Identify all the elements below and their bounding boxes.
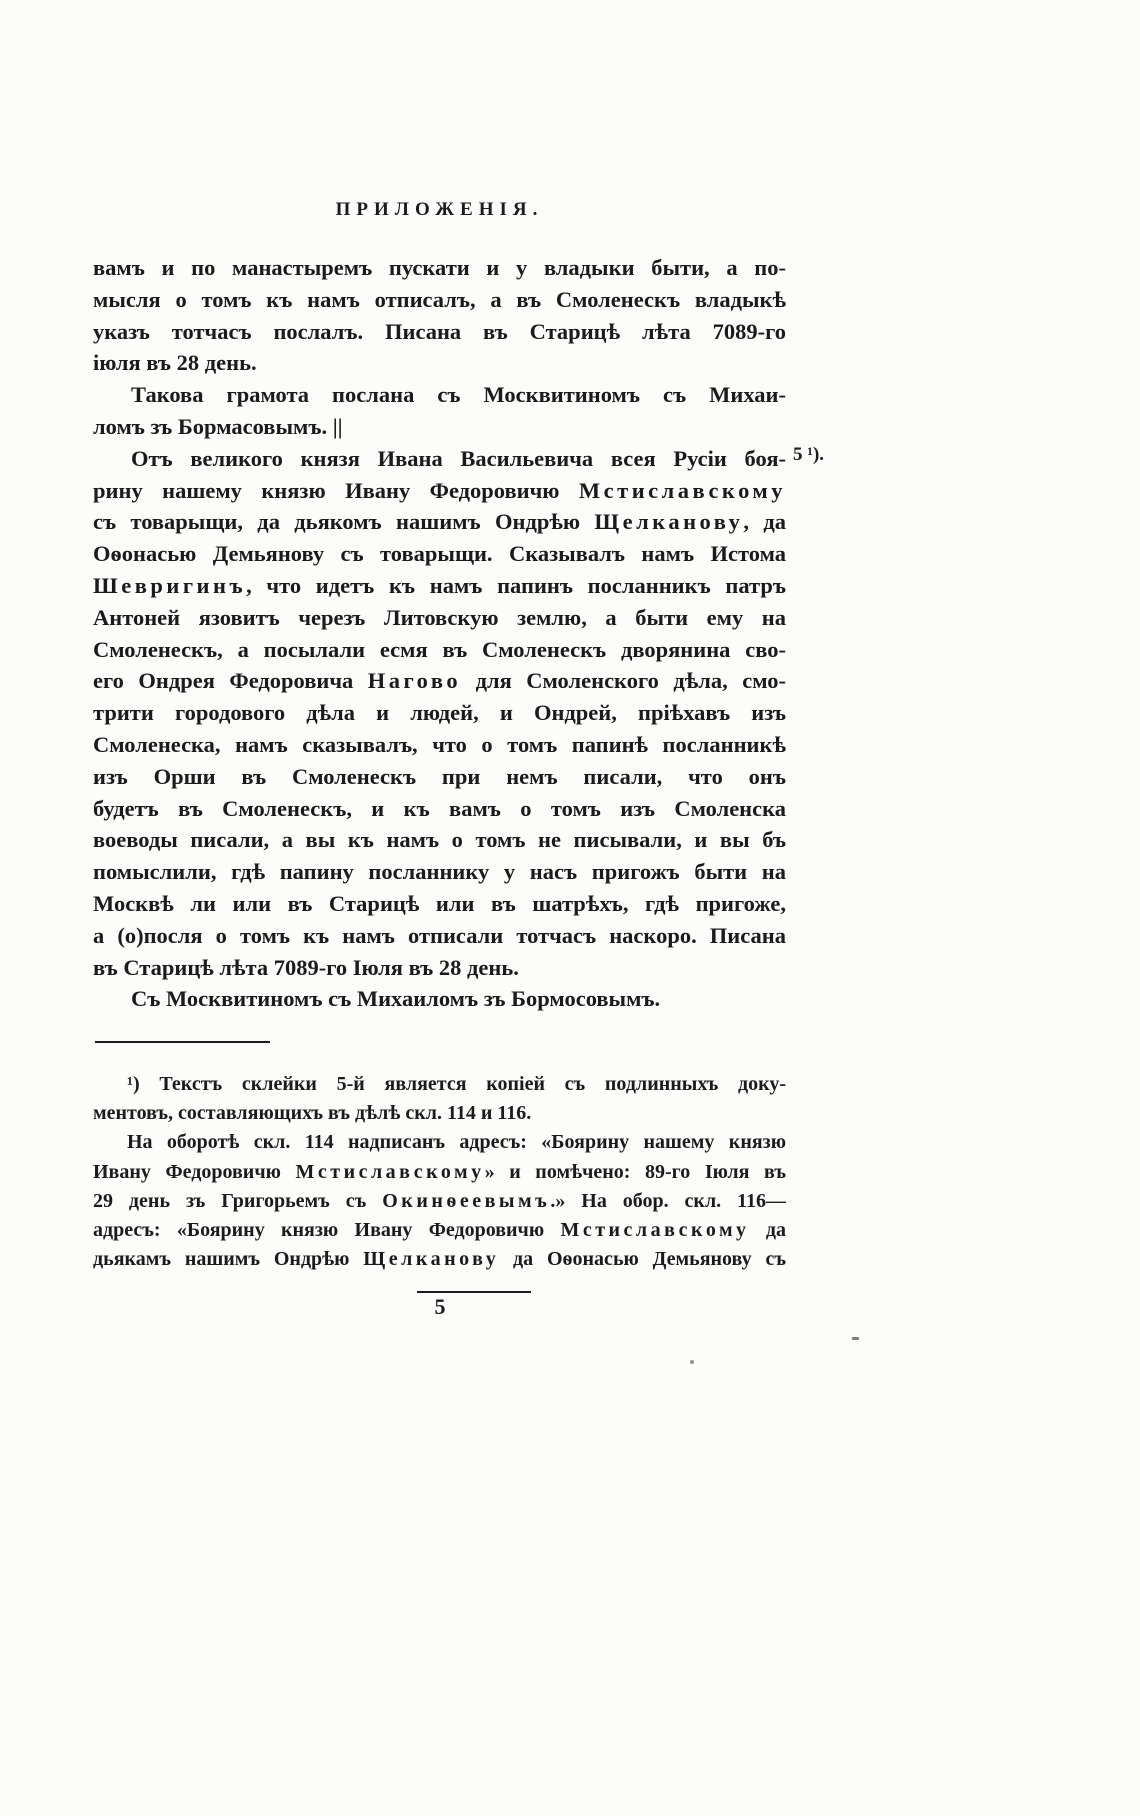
margin-note: 5 ¹). [793, 444, 825, 465]
spaced-name-segment: Щелканову [363, 1248, 500, 1271]
text-line: Оѳонасью Демьянову съ товарыщи. Сказывалъ намъ Истома [93, 541, 786, 567]
spaced-name-segment: Окинѳеевымъ [382, 1189, 551, 1212]
text-line: ¹) Текстъ склейки 5-й является копіей съ подлинныхъ доку- [127, 1073, 786, 1095]
text-line: будетъ въ Смоленескъ, и къ вамъ о томъ изъ Смоленска [93, 795, 786, 821]
text-line: Отъ великого князя Ивана Васильевича всея Русіи боя- [131, 445, 786, 471]
text-line: На оборотѣ скл. 114 надписанъ адресъ: «Боярину нашему князю [127, 1131, 786, 1154]
text-line: указъ тотчасъ послалъ. Писана въ Старицѣ лѣта 7089-го [93, 318, 786, 344]
text-segment: адресъ: «Боярину князю Ивану Федоровичю [93, 1218, 561, 1241]
text-line: Такова грамота послана съ Москвитиномъ съ Михаи- [131, 382, 786, 408]
text-line [93, 665, 786, 697]
text-segment: съ товарыщи, да дьякомъ нашимъ Ондрѣю [93, 509, 595, 535]
text-line: іюля въ 28 день. [93, 350, 257, 376]
text-line: мысля о томъ къ намъ отписалъ, а въ Смоленескъ владыкѣ [93, 286, 786, 312]
text-line: трити городового дѣла и людей, и Ондрей, пріѣхавъ изъ [93, 700, 786, 726]
footnote-block [93, 1070, 786, 1274]
text-line: въ Старицѣ лѣта 7089-го Іюля въ 28 день. [93, 954, 519, 980]
text-line: воеводы писали, а вы къ намъ о томъ не писывали, и вы бъ [93, 827, 786, 853]
text-segment: .» На обор. скл. 116— [550, 1189, 786, 1212]
page-number: 5 [434, 1294, 446, 1319]
text-line: ментовъ, составляющихъ въ дѣлѣ скл. 114 и 116. [93, 1102, 532, 1125]
text-line: помыслили, гдѣ папину посланнику у насъ пригожъ быти на [93, 859, 786, 885]
text-line [93, 1158, 786, 1187]
text-line [93, 475, 786, 507]
text-line: Антоней язовитъ черезъ Литовскую землю, а быти ему на [93, 604, 786, 630]
text-segment: Ивану Федоровичю [93, 1160, 296, 1183]
scan-artifact-dash [852, 1337, 859, 1340]
text-line: изъ Орши въ Смоленескъ при немъ писали, что онъ [93, 763, 786, 789]
spaced-name-segment: Нагово [367, 668, 462, 694]
text-line [93, 570, 786, 602]
page-number-rule [417, 1291, 531, 1293]
text-line [93, 1187, 786, 1216]
text-segment: его Ондрея Федоровича [93, 668, 368, 694]
main-text-block [93, 252, 786, 1015]
text-line: ломъ зъ Бормасовымъ. || [93, 413, 343, 439]
text-segment: , что идетъ къ намъ папинъ посланникъ патръ [246, 572, 786, 598]
text-line [93, 1216, 786, 1245]
text-line: а (о)посля о томъ къ намъ отписали тотчасъ наскоро. Писана [93, 922, 786, 948]
text-line [93, 1245, 786, 1274]
text-segment: , да [743, 509, 786, 535]
scan-artifact-dot [690, 1360, 694, 1364]
text-line: Смоленескъ, а посылали есмя въ Смоленескъ дворянина сво- [93, 636, 786, 662]
page-heading: ПРИЛОЖЕНІЯ. [335, 199, 544, 220]
footnote-separator-rule [95, 1041, 270, 1043]
spaced-name-segment: Шевригинъ [93, 572, 247, 598]
text-segment: 29 день зъ Григорьемъ съ [93, 1189, 383, 1212]
spaced-name-segment: Мстиславскому [295, 1160, 485, 1183]
text-segment: рину нашему князю Ивану Федоровичю [93, 477, 579, 503]
text-segment: да [749, 1218, 786, 1241]
text-segment: » и помѣчено: 89-го Іюля въ [484, 1160, 786, 1183]
text-line: Москвѣ ли или въ Старицѣ или въ шатрѣхъ, гдѣ пригоже, [93, 890, 786, 916]
spaced-name-segment: Щелканову [594, 509, 744, 535]
text-line: Съ Москвитиномъ съ Михаиломъ зъ Бормосовымъ. [131, 986, 661, 1012]
text-line [93, 506, 786, 538]
text-line: вамъ и по манастыремъ пускати и у владыки быти, а по- [93, 255, 786, 280]
text-line: Смоленеска, намъ сказывалъ, что о томъ папинѣ посланникѣ [93, 731, 786, 757]
spaced-name-segment: Мстиславскому [578, 477, 786, 503]
text-segment: дьякамъ нашимъ Ондрѣю [93, 1248, 364, 1271]
text-segment: для Смоленского дѣла, смо- [461, 668, 786, 694]
text-segment: да Оѳонасью Демьянову съ [499, 1248, 786, 1271]
spaced-name-segment: Мстиславскому [560, 1218, 750, 1241]
